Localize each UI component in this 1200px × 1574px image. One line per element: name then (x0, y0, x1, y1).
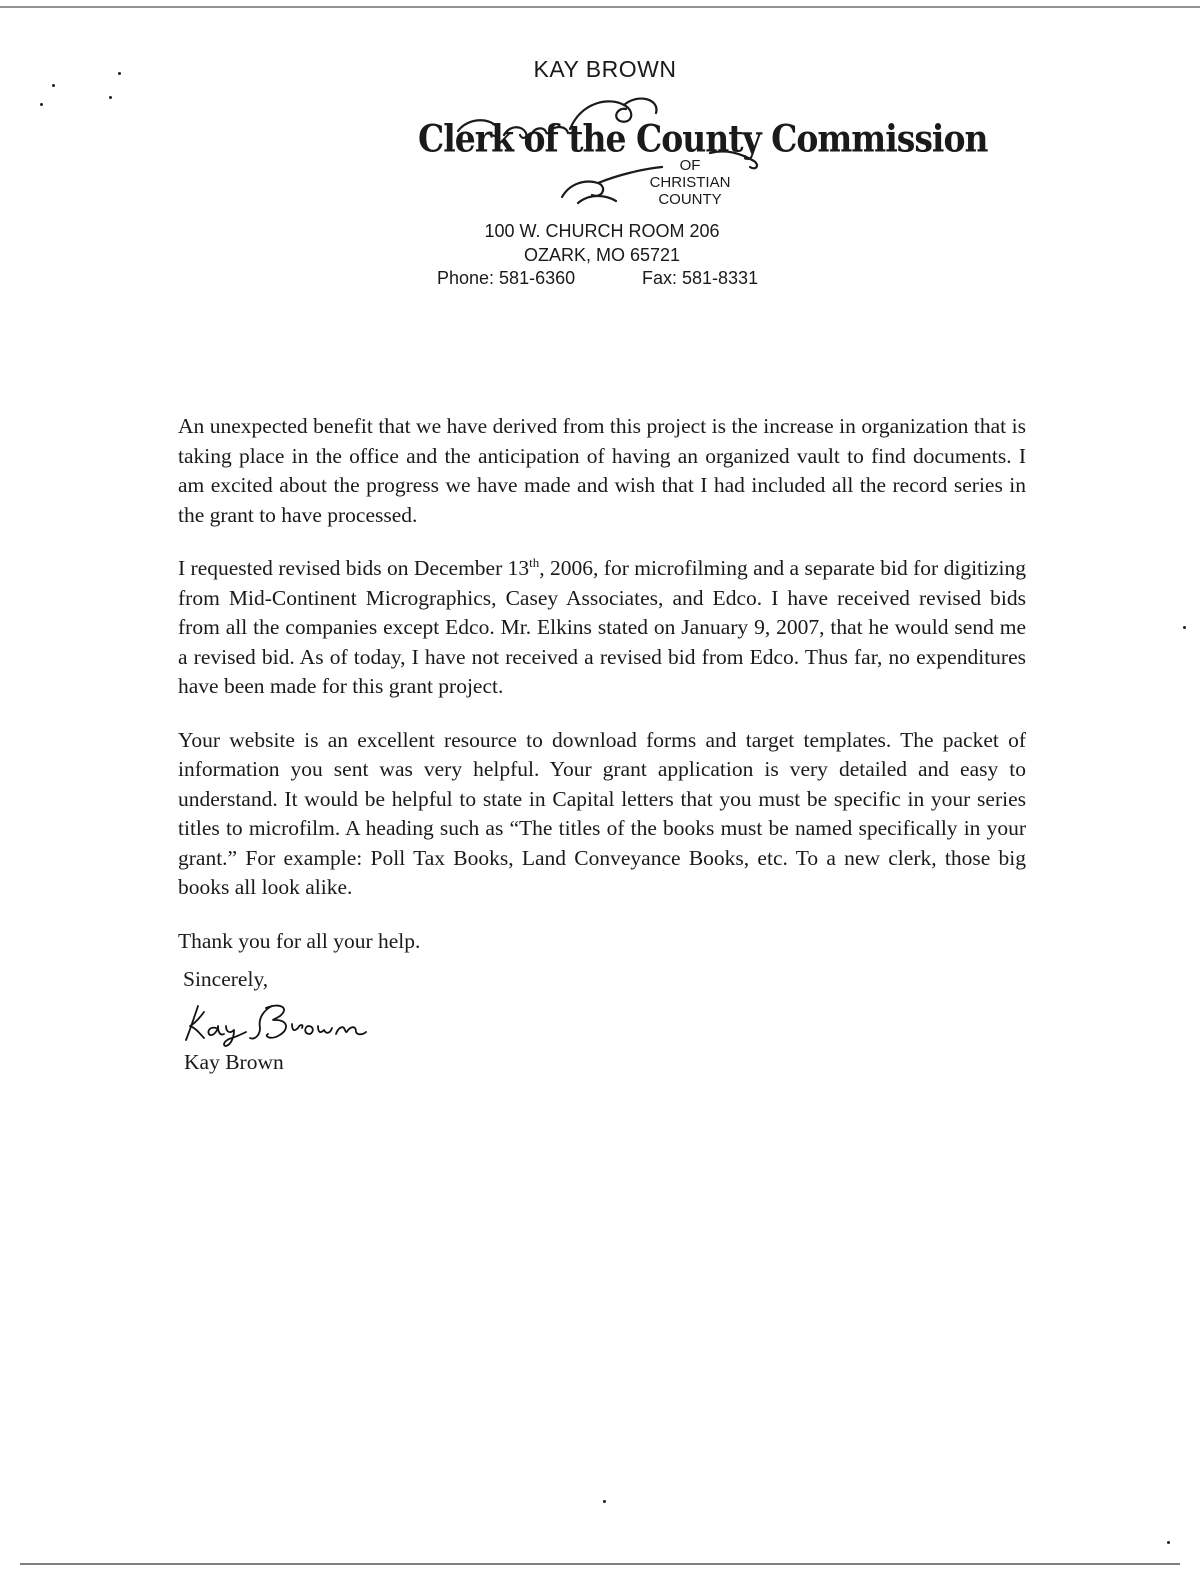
scan-speck (109, 96, 112, 99)
scan-speck (1183, 626, 1186, 629)
address-line-2: OZARK, MO 65721 (523, 245, 681, 265)
scan-bottom-edge (20, 1563, 1180, 1565)
letterhead-name: KAY BROWN (533, 56, 677, 82)
paragraph-bids (178, 554, 1026, 702)
signer-name: Kay Brown (184, 1050, 284, 1074)
scan-speck (40, 103, 43, 106)
office-subtitle (640, 157, 740, 208)
bids-text-end: , 2006, for microfilming and a separate bid for digitizing from Mid-Continent Micrographics, Casey Associates, and Edco. I have received revised bids from all the companies except Edco. Mr. Elkins stated on January 9, 2007, that he would send me a revised bid. As of today, I have not received a revised bid from Edco. Thus far, no expenditures have been made for this grant project. (178, 556, 1027, 698)
paragraph-thanks: Thank you for all your help. (178, 928, 421, 953)
scan-speck (1167, 1541, 1170, 1544)
ordinal-suffix: th (529, 554, 540, 570)
office-sub-line: COUNTY (658, 191, 722, 208)
scan-top-edge (0, 6, 1200, 8)
letter-body (178, 412, 1026, 980)
phone-number: Phone: 581-6360 (437, 268, 576, 288)
handwritten-signature (180, 998, 380, 1048)
closing-salutation: Sincerely, (183, 967, 269, 991)
office-logo (410, 95, 988, 215)
office-title: Clerk of the County Commission (418, 117, 988, 161)
office-sub-line: CHRISTIAN (649, 174, 731, 191)
paragraph-benefit: An unexpected benefit that we have derived from this project is the increase in organization that is taking place in the office and the anticipation of having an organized vault to find documents. I am excited about the progress we have made and wish that I had included all the record series in the grant to have processed. (178, 414, 1026, 527)
bids-text-start: I requested revised bids on December 13 (178, 556, 530, 580)
office-sub-line: OF (679, 157, 701, 174)
fax-number: Fax: 581-8331 (642, 268, 759, 288)
scan-speck (52, 84, 55, 87)
address-line-1: 100 W. CHURCH ROOM 206 (484, 221, 720, 241)
paragraph-website: Your website is an excellent resource to download forms and target templates. The packet of information you sent was very helpful. Your grant application is very detailed and easy to understand. It would be helpful to state in Capital letters that you must be specific in your series titles to microfilm. A heading such as “The titles of the books must be named specifically in your grant.” For example: Poll Tax Books, Land Conveyance Books, etc. To a new clerk, those big books all look alike. (178, 727, 1026, 899)
scan-speck (603, 1500, 606, 1503)
